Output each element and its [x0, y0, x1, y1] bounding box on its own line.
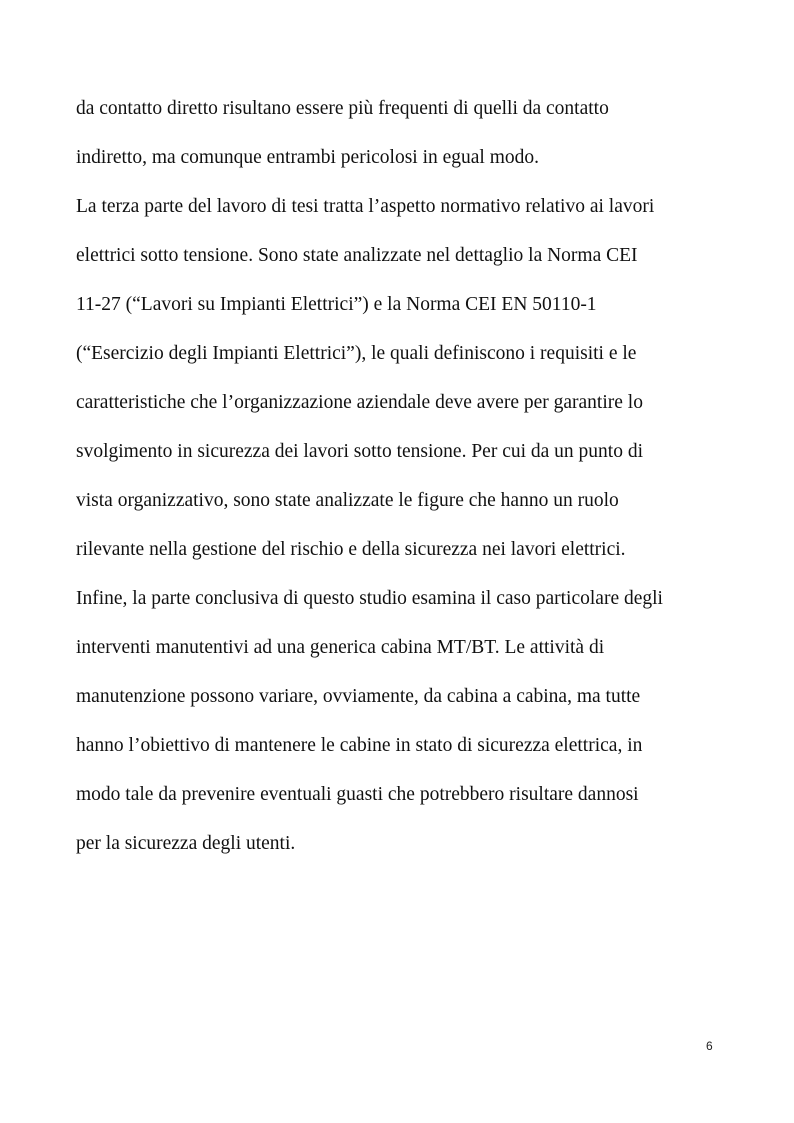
text-line: interventi manutentivi ad una generica cabina MT/BT. Le attività di	[76, 637, 605, 658]
text-line: elettrici sotto tensione. Sono state analizzate nel dettaglio la Norma CEI	[76, 245, 638, 266]
text-line: indiretto, ma comunque entrambi pericolosi in egual modo.	[76, 147, 540, 168]
text-line: modo tale da prevenire eventuali guasti che potrebbero risultare dannosi	[76, 784, 639, 805]
text-line: vista organizzativo, sono state analizzate le figure che hanno un ruolo	[76, 490, 619, 511]
text-line: caratteristiche che l’organizzazione aziendale deve avere per garantire lo	[76, 392, 643, 413]
text-line: (“Esercizio degli Impianti Elettrici”), le quali definiscono i requisiti e le	[76, 343, 637, 364]
text-line: da contatto diretto risultano essere più frequenti di quelli da contatto	[76, 98, 609, 119]
text-line: 11-27 (“Lavori su Impianti Elettrici”) e la Norma CEI EN 50110-1	[76, 294, 597, 315]
text-line: per la sicurezza degli utenti.	[76, 833, 296, 854]
text-line: rilevante nella gestione del rischio e della sicurezza nei lavori elettrici.	[76, 539, 626, 560]
text-line: Infine, la parte conclusiva di questo studio esamina il caso particolare degli	[76, 588, 663, 609]
text-line: hanno l’obiettivo di mantenere le cabine in stato di sicurezza elettrica, in	[76, 735, 643, 756]
text-line: La terza parte del lavoro di tesi tratta l’aspetto normativo relativo ai lavori	[76, 196, 655, 217]
text-line: manutenzione possono variare, ovviamente, da cabina a cabina, ma tutte	[76, 686, 641, 707]
text-line: svolgimento in sicurezza dei lavori sotto tensione. Per cui da un punto di	[76, 441, 644, 462]
page-number: 6	[706, 1039, 713, 1053]
body-text	[76, 92, 736, 876]
